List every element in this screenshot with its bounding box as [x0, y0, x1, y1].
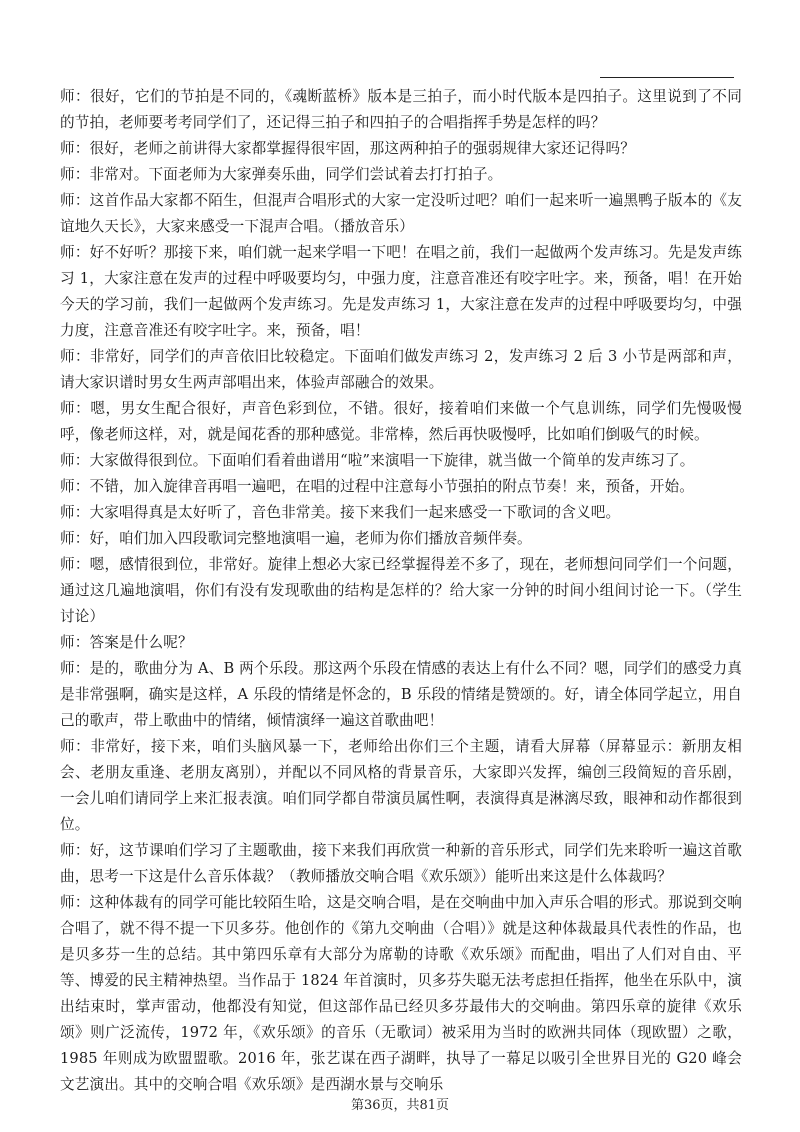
- paragraph: 师：好，咱们加入四段歌词完整地演唱一遍，老师为你们播放音频伴奏。: [60, 530, 532, 547]
- paragraph: 师：嗯，感情很到位，非常好。旋律上想必大家已经掌握得差不多了，现在，老师想问同学们一个问题，通过这几遍地演唱，你们有没有发现歌曲的结构是怎样的？给大家一分钟的时间小组间讨论一下。（学生讨论）: [60, 556, 742, 625]
- paragraph: 师：非常好，同学们的声音依旧比较稳定。下面咱们做发声练习 2，发声练习 2 后 3 小节是两部和声，请大家识谱时男女生两声部唱出来，体验声部融合的效果。: [60, 348, 742, 391]
- paragraph: 师：好不好听？那接下来，咱们就一起来学唱一下吧！在唱之前，我们一起做两个发声练习。先是发声练习 1，大家注意在发声的过程中呼吸要均匀，中强力度，注意音准还有咬字吐字。来，预备，唱！在开始今天的学习前，我们一起做两个发声练习。先是发声练习 1，大家注意在发声的过程中呼吸要均匀，中强力度，注意音准还有咬字吐字。来，预备，唱！: [60, 244, 742, 339]
- header-rule: [600, 77, 734, 78]
- paragraph: 师：非常对。下面老师为大家弹奏乐曲，同学们尝试着去打打拍子。: [60, 166, 503, 183]
- paragraph: 师：嗯，男女生配合很好，声音色彩到位，不错。很好，接着咱们来做一个气息训练，同学们先慢吸慢呼，像老师这样，对，就是闻花香的那种感觉。非常棒，然后再快吸慢呼，比如咱们倒吸气的时候。: [60, 400, 742, 443]
- paragraph: 师：非常好，接下来，咱们头脑风暴一下，老师给出你们三个主题，请看大屏幕（屏幕显示：新朋友相会、老朋友重逢、老朋友离别），并配以不同风格的背景音乐，大家即兴发挥，编创三段简短的音乐剧，一会儿咱们请同学上来汇报表演。咱们同学都自带演员属性啊，表演得真是淋漓尽致，眼神和动作都很到位。: [60, 738, 742, 833]
- paragraph: 师：答案是什么呢？: [60, 634, 193, 651]
- paragraph: 师：大家做得很到位。下面咱们看着曲谱用“啦”来演唱一下旋律，就当做一个简单的发声练习了。: [60, 452, 695, 469]
- paragraph: 师：是的，歌曲分为 A、B 两个乐段。那这两个乐段在情感的表达上有什么不同？嗯，同学们的感受力真是非常强啊，确实是这样，A 乐段的情绪是怀念的，B 乐段的情绪是赞颂的。好，请全体同学起立，用自己的歌声，带上歌曲中的情绪，倾情演绎一遍这首歌曲吧！: [60, 660, 742, 729]
- paragraph: 师：这首作品大家都不陌生，但混声合唱形式的大家一定没听过吧？咱们一起来听一遍黑鸭子版本的《友谊地久天长》，大家来感受一下混声合唱。（播放音乐）: [60, 192, 742, 235]
- page-number: 第36页，共81页: [350, 1098, 450, 1113]
- paragraph: 师：不错，加入旋律音再唱一遍吧，在唱的过程中注意每小节强拍的附点节奏！来，预备，开始。: [60, 478, 694, 495]
- paragraph: 师：很好，它们的节拍是不同的，《魂断蓝桥》版本是三拍子，而小时代版本是四拍子。这里说到了不同的节拍，老师要考考同学们了，还记得三拍子和四拍子的合唱指挥手势是怎样的吗？: [60, 88, 742, 131]
- paragraph: 师：这种体裁有的同学可能比较陌生哈，这是交响合唱，是在交响曲中加入声乐合唱的形式。那说到交响合唱了，就不得不提一下贝多芬。他创作的《第九交响曲（合唱）》就是这种体裁最具代表性的作品，也是贝多芬一生的总结。其中第四乐章有大部分为席勒的诗歌《欢乐颂》而配曲，唱出了人们对自由、平等、博爱的民主精神热望。当作品于 1824 年首演时，贝多芬失聪无法考虑担任指挥，他坐在乐队中，演出结束时，掌声雷动，他都没有知觉，但这部作品已经贝多芬最伟大的交响曲。第四乐章的旋律《欢乐颂》则广泛流传，1972 年，《欢乐颂》的音乐（无歌词）被采用为当时的欧洲共同体（现欧盟）之歌，1985 年则成为欧盟盟歌。2016 年，张艺谋在西子湖畔，执导了一幕足以吸引全世界目光的 G20 峰会文艺演出。其中的交响合唱《欢乐颂》是西湖水景与交响乐: [60, 894, 742, 1093]
- paragraph: 师：大家唱得真是太好听了，音色非常美。接下来我们一起来感受一下歌词的含义吧。: [60, 504, 621, 521]
- paragraph: 师：很好，老师之前讲得大家都掌握得很牢固，那这两种拍子的强弱规律大家还记得吗？: [60, 140, 636, 157]
- document-body: [60, 84, 742, 1098]
- paragraph: 师：好，这节课咱们学习了主题歌曲，接下来我们再欣赏一种新的音乐形式，同学们先来聆听一遍这首歌曲，思考一下这是什么音乐体裁？（教师播放交响合唱《欢乐颂》）能听出来这是什么体裁吗？: [60, 842, 742, 885]
